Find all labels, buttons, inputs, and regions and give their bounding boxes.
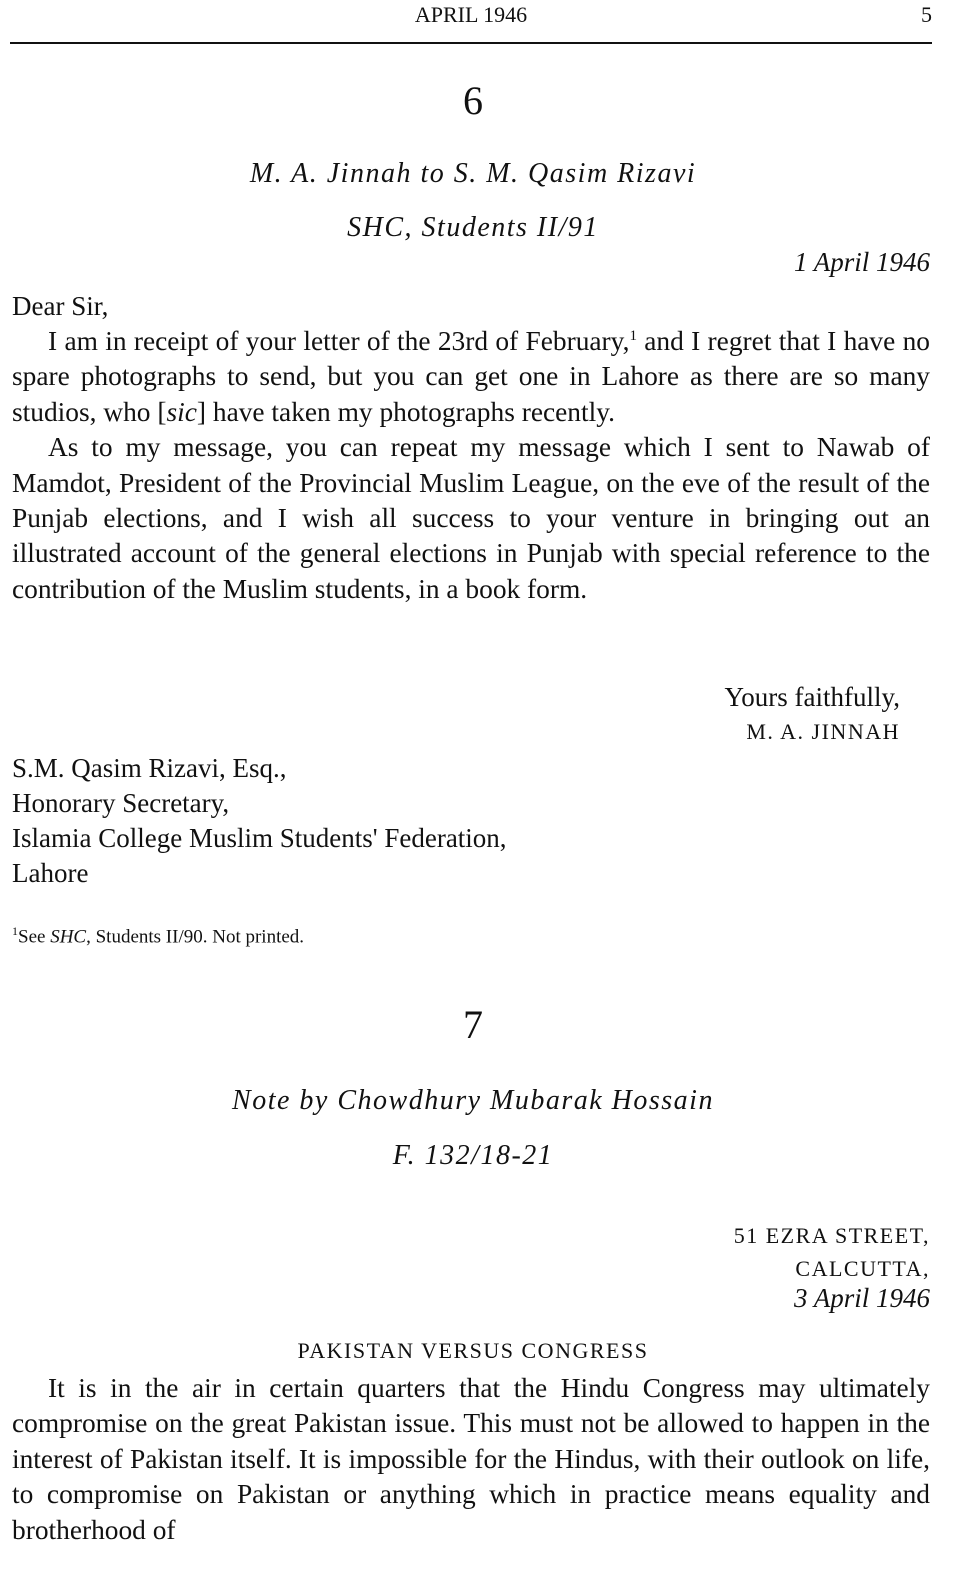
doc6-closing: Yours faithfully, (724, 682, 900, 712)
footnote-marker: 1 (12, 924, 18, 938)
addressee-line: Lahore (12, 858, 89, 888)
address-line: 51 EZRA STREET, (733, 1223, 930, 1248)
page-number: 5 (921, 2, 932, 27)
doc7-title: Note by Chowdhury Mubarak Hossain (232, 1085, 714, 1116)
doc6-paragraph-2: As to my message, you can repeat my message which I sent to Nawab of Mamdot, President of the Provincial Muslim League, on the eve of the result of the Punjab elections, and I wish all success to your venture in bringing out an illustrated account of the general elections in Punjab with special reference to the contribution of the Muslim students, in a book form. (12, 432, 930, 604)
doc7-heading: PAKISTAN VERSUS CONGRESS (297, 1338, 649, 1363)
doc7-body (12, 1371, 930, 1548)
doc6-para1-a: I am in receipt of your letter of the 23rd of February, (48, 326, 630, 356)
running-head-title: APRIL 1946 (414, 2, 528, 27)
addressee-line: Islamia College Muslim Students' Federation, (12, 823, 507, 853)
sic-marker: sic (166, 396, 197, 427)
doc7-date: 3 April 1946 (793, 1283, 930, 1313)
doc6-addressee (12, 751, 507, 891)
running-head (10, 0, 932, 34)
doc6-salutation: Dear Sir, (12, 291, 109, 321)
addressee-line: Honorary Secretary, (12, 788, 230, 818)
doc6-signature: M. A. JINNAH (746, 719, 900, 744)
footnote-text-b: , Students II/90. Not printed. (86, 926, 305, 948)
address-line: CALCUTTA, (795, 1256, 930, 1281)
doc6-date: 1 April 1946 (793, 247, 930, 277)
doc6-body (12, 324, 930, 607)
footnote-ref: 1 (629, 327, 637, 344)
footnote-text-a: See (18, 926, 51, 948)
doc6-para1-b: and I regret that I have no spare photographs to send, but you can get one in Lahore as there are so many studios, who [ (12, 326, 930, 427)
doc6-para1-c: ] have taken my photographs recently. (196, 396, 615, 427)
doc6-reference: SHC, Students II/91 (347, 212, 599, 243)
doc6-title: M. A. Jinnah to S. M. Qasim Rizavi (249, 158, 697, 189)
footnote-text-italic: SHC (50, 926, 87, 948)
addressee-line: S.M. Qasim Rizavi, Esq., (12, 753, 287, 783)
doc6-paragraph-1 (12, 324, 930, 430)
header-rule (10, 42, 932, 44)
doc7-paragraph-1: It is in the air in certain quarters that the Hindu Congress may ultimately compromise on the great Pakistan issue. This must not be allowed to happen in the interest of Pakistan itself. It is impossible for the Hindus, with their outlook on life, to compromise on Pakistan or anything which in practice means equality and brotherhood of (12, 1373, 930, 1545)
doc7-number: 7 (463, 1002, 483, 1047)
doc7-reference: F. 132/18-21 (392, 1140, 554, 1171)
doc6-footnote (12, 918, 304, 950)
doc7-sender-address (734, 1219, 930, 1285)
doc6-number: 6 (463, 78, 483, 123)
